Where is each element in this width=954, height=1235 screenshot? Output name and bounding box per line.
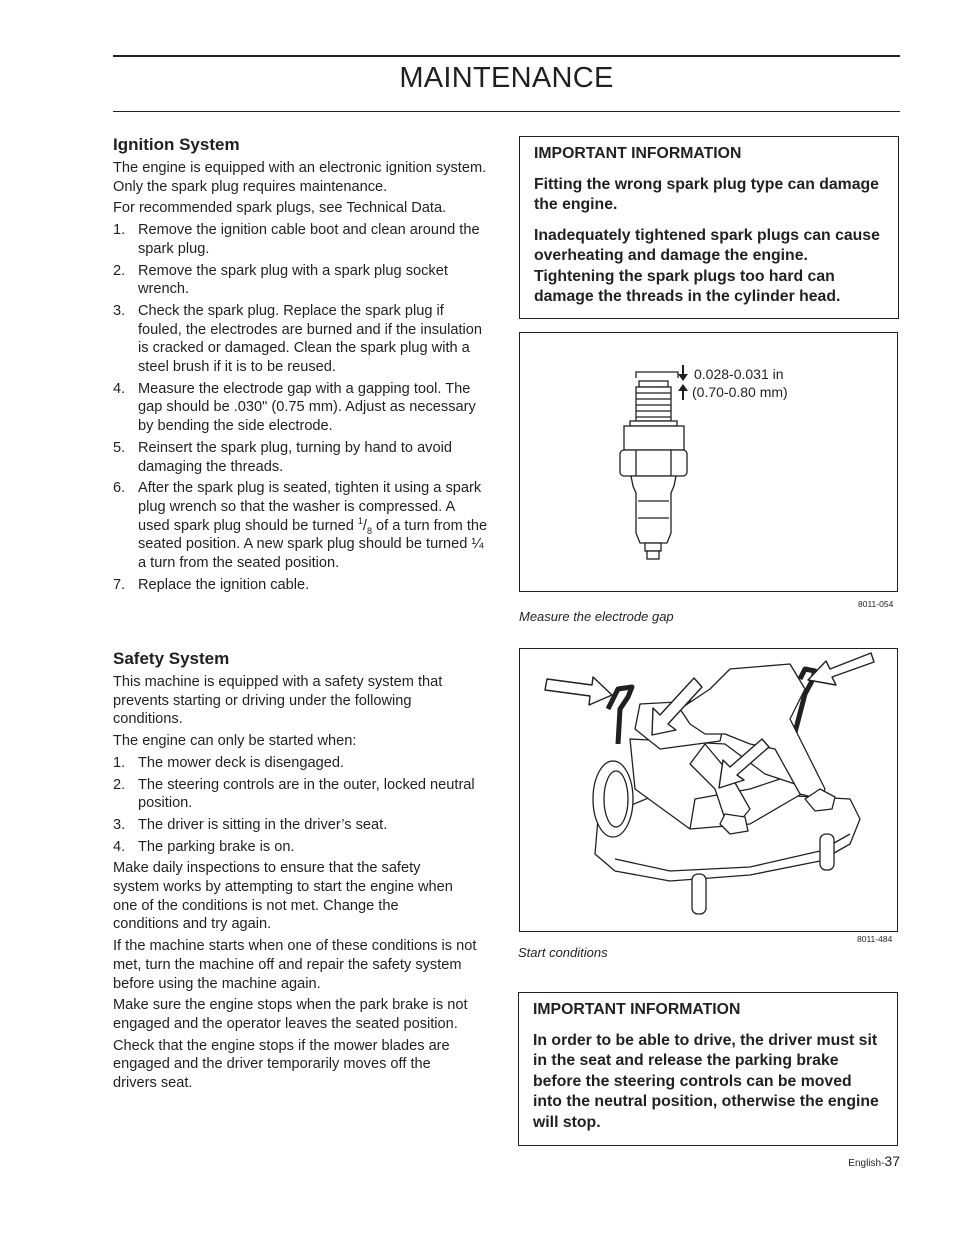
important-information-box [519, 136, 899, 319]
footer-page-number: 37 [884, 1153, 900, 1169]
safety-conditions [113, 754, 495, 857]
top-rule [113, 55, 900, 57]
list-item: 3. Check the spark plug. Replace the spark plug if fouled, the electrodes are burned and if the insulation is cracked or damaged. Clean the spark plug with a steel brush if it is to be reused. [113, 302, 483, 376]
safety-paragraph: Make daily inspections to ensure that the safety system works by attempting to start the engine when one of the conditions is not met. Change the conditions and try again. [113, 860, 453, 933]
list-item: 3. The driver is sitting in the driver’s seat. [113, 816, 388, 833]
fraction-denominator: 8 [366, 525, 372, 536]
ignition-steps [113, 221, 488, 594]
page-title: MAINTENANCE [399, 62, 614, 94]
mower-illustration [520, 649, 897, 931]
list-item: 7. Replace the ignition cable. [113, 576, 310, 593]
list-item: 6. After the spark plug is seated, tighten it using a spark plug wrench so that the washer is compressed. A used spark plug should be turned $^1/_8$ of a turn from the seated position. A new spark plug should be turned ¼ a turn from the seated position. [113, 480, 488, 572]
fraction-numerator: 1 [357, 515, 363, 526]
list-item: 5. Reinsert the spark plug, turning by hand to avoid damaging the threads. [113, 439, 452, 475]
gap-inches-label: 0.028-0.031 in [694, 366, 784, 382]
important-information-text: Fitting the wrong spark plug type can damage the engine. [534, 175, 879, 213]
list-item: 2. The steering controls are in the outer, locked neutral position. [113, 776, 475, 812]
safety-heading: Safety System [113, 649, 230, 668]
ignition-technical-data-ref: For recommended spark plugs, see Technical Data. [113, 200, 447, 217]
important-information-text: In order to be able to drive, the driver must sit in the seat and release the parking brake before the steering controls can be moved into the neutral position, otherwise the engine will stop. [533, 1031, 879, 1131]
list-item: 1. Remove the ignition cable boot and clean around the spark plug. [113, 222, 480, 257]
important-information-text: Inadequately tightened spark plugs can cause overheating and damage the engine. Tightening the spark plugs too hard can damage the threads in the cylinder head. [534, 226, 880, 305]
safety-intro: This machine is equipped with a safety system that prevents starting or driving under the following conditions. [113, 674, 443, 728]
header-rule [113, 111, 900, 112]
list-item: 1. The mower deck is disengaged. [113, 754, 345, 771]
important-information-title: IMPORTANT INFORMATION [534, 145, 742, 162]
figure-caption: Measure the electrode gap [519, 609, 674, 624]
important-information-title: IMPORTANT INFORMATION [533, 1001, 741, 1018]
start-conditions-figure [519, 648, 898, 932]
safety-lead: The engine can only be started when: [113, 733, 357, 750]
important-information-box [518, 992, 898, 1146]
list-item: 4. The parking brake is on. [113, 838, 295, 855]
figure-code: 8011-054 [858, 599, 894, 609]
list-item: 2. Remove the spark plug with a spark plug socket wrench. [113, 262, 448, 298]
footer-language: English- [848, 1158, 885, 1169]
figure-caption: Start conditions [518, 945, 608, 960]
safety-paragraph: Check that the engine stops if the mower blades are engaged and the driver temporarily moves off the drivers seat. [113, 1037, 450, 1092]
figure-code: 8011-484 [857, 934, 893, 944]
spark-plug-figure [519, 332, 898, 592]
safety-paragraph: Make sure the engine stops when the park brake is not engaged and the operator leaves the seated position. [113, 997, 468, 1032]
safety-paragraph: If the machine starts when one of these conditions is not met, turn the machine off and repair the safety system before using the machine again. [113, 938, 477, 992]
ignition-heading: Ignition System [113, 135, 240, 154]
page-number [848, 1153, 900, 1169]
safety-section [113, 673, 495, 1093]
ignition-section [113, 159, 488, 594]
list-item: 4. Measure the electrode gap with a gapping tool. The gap should be .030" (0.75 mm). Adjust as necessary by bending the side electrode. [113, 380, 476, 435]
gap-mm-label: (0.70-0.80 mm) [692, 384, 788, 400]
ignition-intro: The engine is equipped with an electronic ignition system. Only the spark plug requires maintenance. [113, 160, 487, 195]
